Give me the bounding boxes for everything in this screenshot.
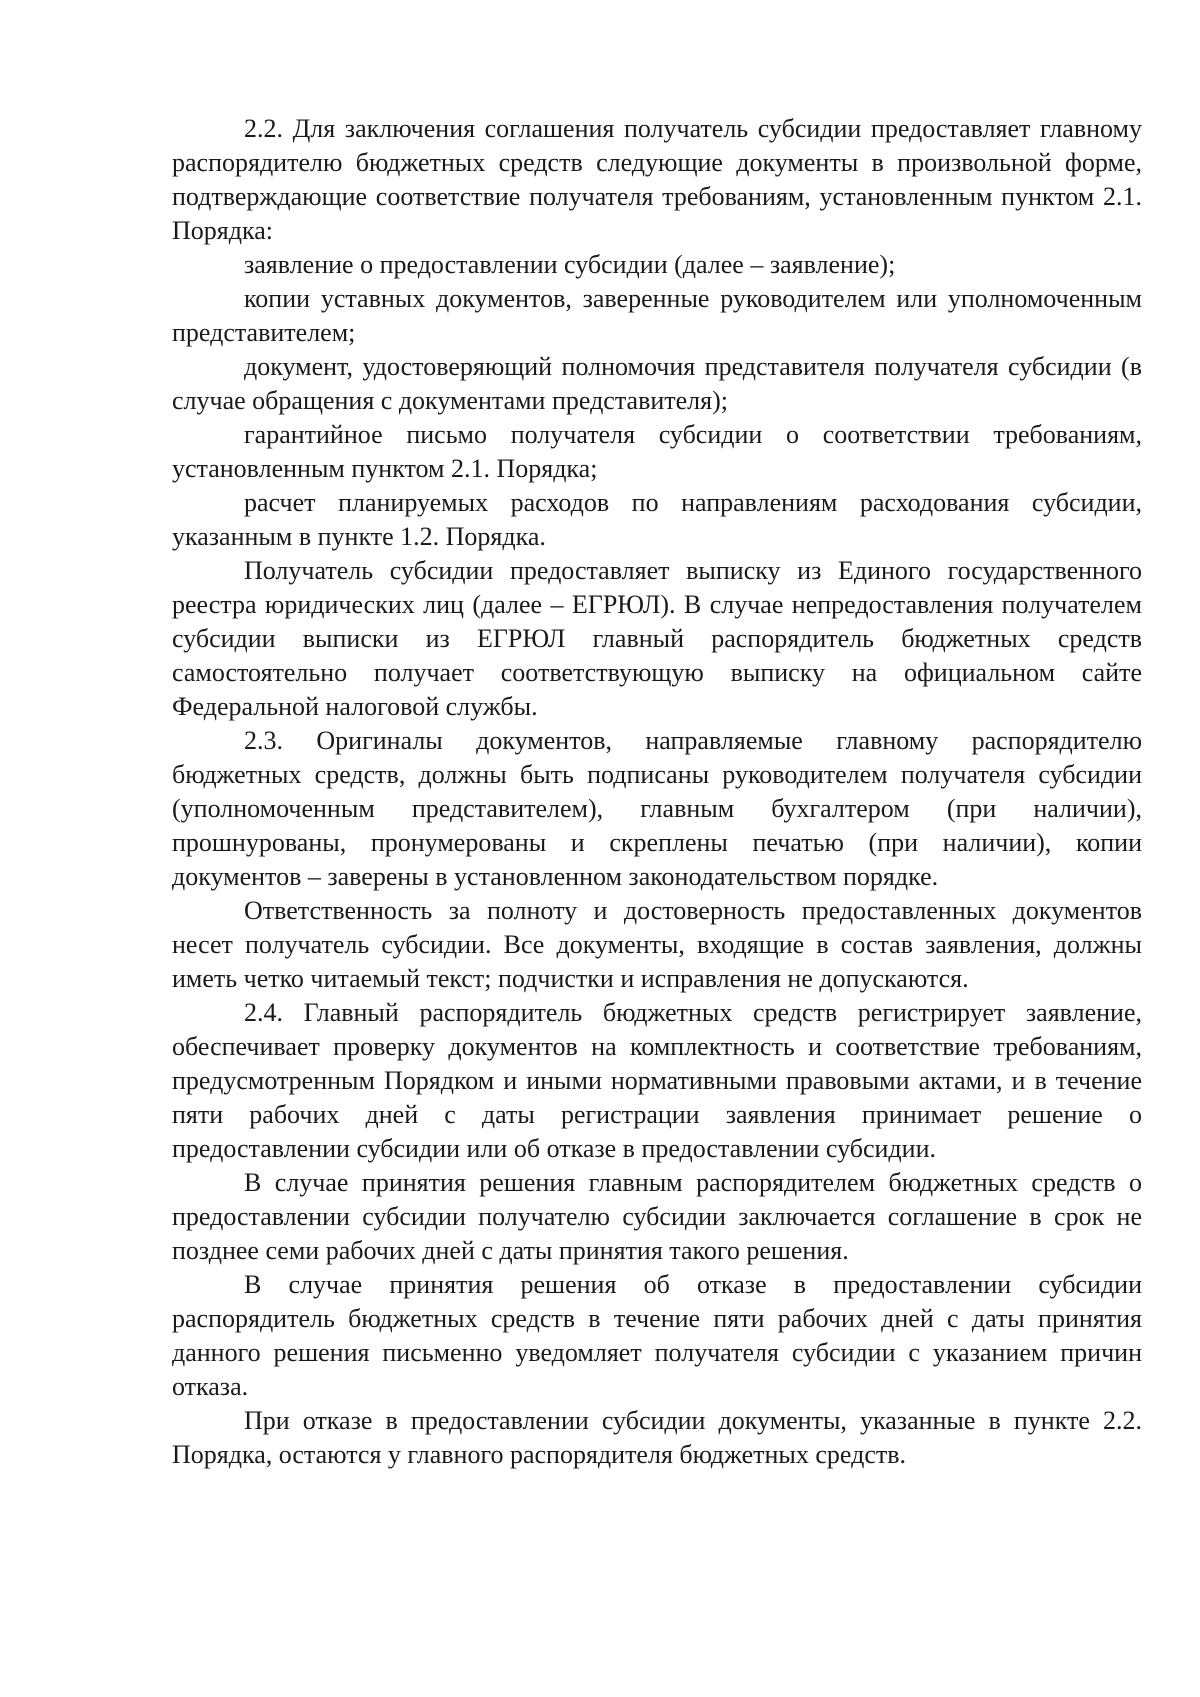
paragraph-application: заявление о предоставлении субсидии (далее – заявление); bbox=[244, 250, 896, 279]
paragraph-documents-retained: При отказе в предоставлении субсидии документы, указанные в пункте 2.2. Порядка, остаются у главного распорядителя бюджетных средств. bbox=[172, 1406, 1142, 1469]
paragraph-2-3: 2.3. Оригиналы документов, направляемые главному распорядителю бюджетных средств, должны быть подписаны руководителем получателя субсидии (уполномоченным представителем), главным бухгалтером (при наличии), прошнурованы, пронумерованы и скреплены печатью (при наличии), копии документов – заверены в установленном законодательством порядке. bbox=[172, 726, 1142, 891]
paragraph-refusal-notice: В случае принятия решения об отказе в предоставлении субсидии распорядитель бюджетных средств в течение пяти рабочих дней с даты принятия данного решения письменно уведомляет получателя субсидии с указанием причин отказа. bbox=[172, 1270, 1142, 1401]
document-page bbox=[172, 112, 1142, 1472]
paragraph-egrul-extract: Получатель субсидии предоставляет выписку из Единого государственного реестра юридических лиц (далее – ЕГРЮЛ). В случае непредоставления получателем субсидии выписки из ЕГРЮЛ главный распорядитель бюджетных средств самостоятельно получает соответствующую выписку на официальном сайте Федеральной налоговой службы. bbox=[172, 556, 1142, 721]
paragraph-agreement-term: В случае принятия решения главным распорядителем бюджетных средств о предоставлении субсидии получателю субсидии заключается соглашение в срок не позднее семи рабочих дней с даты принятия такого решения. bbox=[172, 1168, 1142, 1265]
paragraph-expense-calculation: расчет планируемых расходов по направлениям расходования субсидии, указанным в пункте 1.2. Порядка. bbox=[172, 488, 1142, 551]
paragraph-2-4: 2.4. Главный распорядитель бюджетных средств регистрирует заявление, обеспечивает проверку документов на комплектность и соответствие требованиям, предусмотренным Порядком и иными нормативными правовыми актами, и в течение пяти рабочих дней с даты регистрации заявления принимает решение о предоставлении субсидии или об отказе в предоставлении субсидии. bbox=[172, 998, 1142, 1163]
paragraph-authority-document: документ, удостоверяющий полномочия представителя получателя субсидии (в случае обращения с документами представителя); bbox=[172, 352, 1142, 415]
paragraph-responsibility: Ответственность за полноту и достоверность предоставленных документов несет получатель субсидии. Все документы, входящие в состав заявления, должны иметь четко читаемый текст; подчистки и исправления не допускаются. bbox=[172, 896, 1142, 993]
paragraph-charter-copies: копии уставных документов, заверенные руководителем или уполномоченным представителем; bbox=[172, 284, 1142, 347]
paragraph-2-2: 2.2. Для заключения соглашения получатель субсидии предоставляет главному распорядителю бюджетных средств следующие документы в произвольной форме, подтверждающие соответствие получателя требованиям, установленным пунктом 2.1. Порядка: bbox=[172, 114, 1142, 245]
paragraph-guarantee-letter: гарантийное письмо получателя субсидии о соответствии требованиям, установленным пунктом 2.1. Порядка; bbox=[172, 420, 1142, 483]
